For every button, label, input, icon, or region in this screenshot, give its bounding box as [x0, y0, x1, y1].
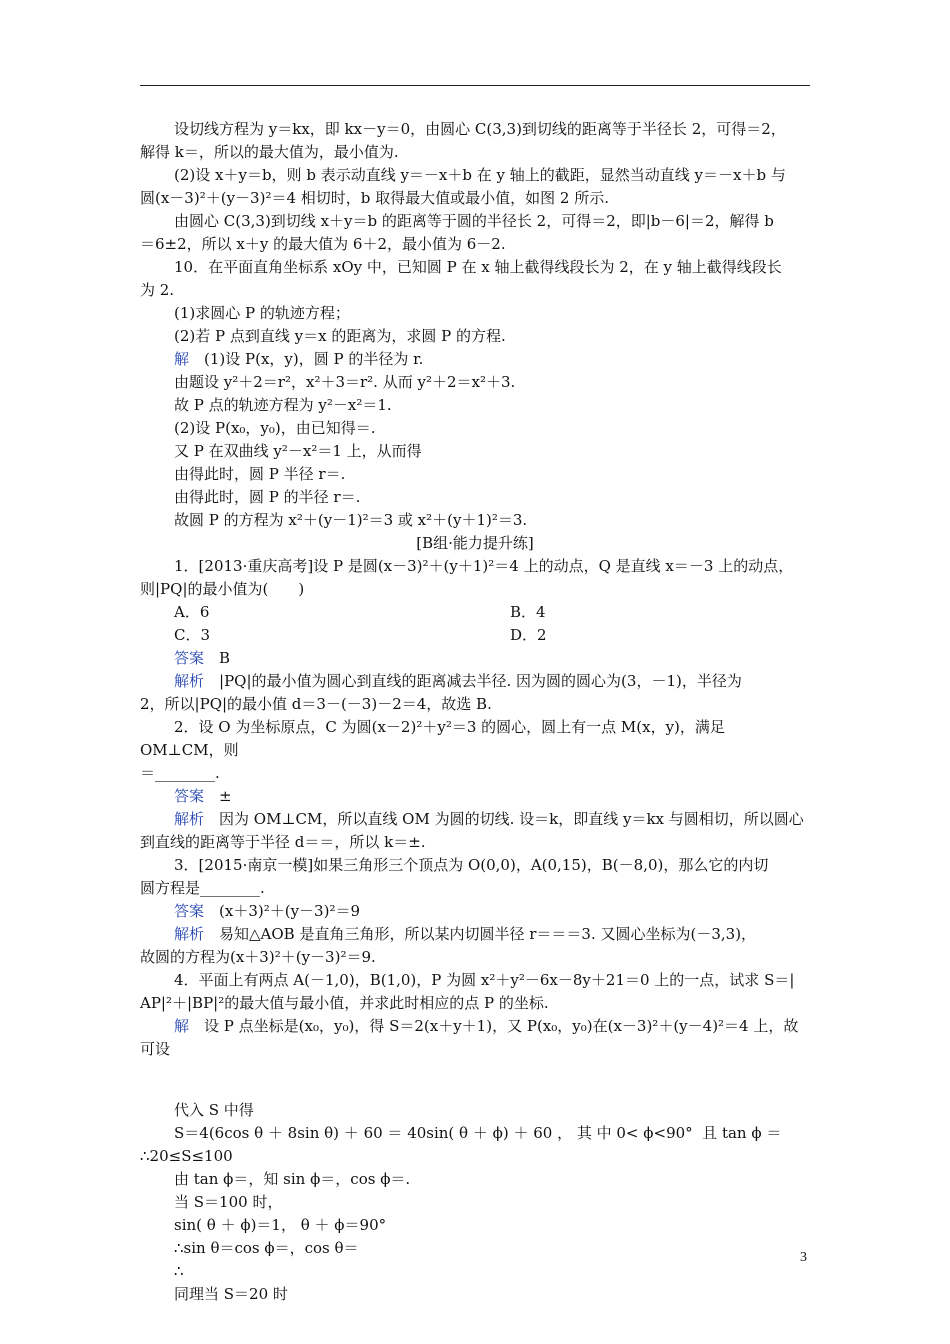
- page-content: [140, 118, 810, 1306]
- solution-line: 解 设 P 点坐标是(x₀，y₀)，得 S＝2(x＋y＋1)，又 P(x₀，y₀)在(x－3)²＋(y－4)²＝4 上，故: [174, 1017, 799, 1035]
- text-line: 由得此时，圆 P 半径 r＝.: [174, 465, 346, 483]
- text-line: 又 P 在双曲线 y²－x²＝1 上，从而得: [174, 442, 422, 460]
- question-3: 3．[2015·南京一模]如果三角形三个顶点为 O(0,0)，A(0,15)，B(－8,0)，那么它的内切: [174, 856, 769, 874]
- blank-gap: [140, 1061, 810, 1099]
- answer-line: 答案 (x＋3)²＋(y－3)²＝9: [174, 902, 361, 920]
- solution-line: 解 (1)设 P(x，y)，圆 P 的半径为 r.: [174, 350, 424, 368]
- text-line: ＝________.: [140, 764, 220, 782]
- option-c: C．3: [174, 626, 211, 644]
- header-rule: [140, 85, 810, 86]
- text-line: 同理当 S＝20 时: [174, 1285, 288, 1303]
- analysis-line: 解析 易知△AOB 是直角三角形，所以某内切圆半径 r＝＝＝3. 又圆心坐标为(－3,3)，: [174, 925, 757, 943]
- text-line: AP|²＋|BP|²的最大值与最小值，并求此时相应的点 P 的坐标.: [140, 994, 549, 1012]
- option-d: D．2: [510, 626, 547, 644]
- question-10: 10．在平面直角坐标系 xOy 中，已知圆 P 在 x 轴上截得线段长为 2，在 y 轴上截得线段长: [174, 258, 782, 276]
- answer-line: 答案 ±: [174, 787, 232, 805]
- text-line: (2)设 P(x₀，y₀)，由已知得＝.: [174, 419, 376, 437]
- text-line: (2)若 P 点到直线 y＝x 的距离为，求圆 P 的方程.: [174, 327, 506, 345]
- option-b: B．4: [510, 603, 546, 621]
- text-line: 圆方程是________.: [140, 879, 265, 897]
- option-row: [140, 624, 810, 647]
- text-line: 当 S＝100 时，: [174, 1193, 283, 1211]
- analysis-label: 解析: [174, 925, 205, 943]
- text-line: 解得 k＝，所以的最大值为，最小值为.: [140, 143, 399, 161]
- text-line: ∴: [174, 1262, 184, 1280]
- text-line: ＝6±2，所以 x＋y 的最大值为 6＋2，最小值为 6－2.: [140, 235, 506, 253]
- text-line: 由得此时，圆 P 的半径 r＝.: [174, 488, 361, 506]
- answer-label: 答案: [174, 649, 205, 667]
- section-title: [B组·能力提升练]: [416, 534, 534, 552]
- text-line: 圆(x－3)²＋(y－3)²＝4 相切时，b 取得最大值或最小值，如图 2 所示.: [140, 189, 609, 207]
- text-line: 设切线方程为 y＝kx，即 kx－y＝0，由圆心 C(3,3)到切线的距离等于半径长 2，可得＝2，: [174, 120, 786, 138]
- analysis-label: 解析: [174, 810, 205, 828]
- answer-line: 答案 B: [174, 649, 231, 667]
- question-2: 2．设 O 为坐标原点，C 为圆(x－2)²＋y²＝3 的圆心，圆上有一点 M(x，y)，满足 OM⊥CM，则: [140, 718, 730, 759]
- text-line: sin( θ ＋ ϕ)＝1， θ ＋ ϕ＝90°: [174, 1216, 387, 1234]
- answer-label: 答案: [174, 787, 205, 805]
- analysis-line: 解析 因为 OM⊥CM，所以直线 OM 为圆的切线. 设＝k，即直线 y＝kx 与圆相切，所以圆心: [174, 810, 804, 828]
- text-line: 故 P 点的轨迹方程为 y²－x²＝1.: [174, 396, 392, 414]
- text-line: (1)求圆心 P 的轨迹方程；: [174, 304, 350, 322]
- text-line: 由圆心 C(3,3)到切线 x＋y＝b 的距离等于圆的半径长 2，可得＝2，即|b－6|＝2，解得 b: [174, 212, 774, 230]
- text-line: 到直线的距离等于半径 d＝＝，所以 k＝±.: [140, 833, 426, 851]
- solution-label: 解: [174, 350, 190, 368]
- text-line: 可设: [140, 1040, 171, 1058]
- question-1: 1．[2013·重庆高考]设 P 是圆(x－3)²＋(y＋1)²＝4 上的动点，Q 是直线 x＝－3 上的动点，: [174, 557, 794, 575]
- text-line: ∴sin θ＝cos ϕ＝，cos θ＝: [174, 1239, 359, 1257]
- text-line: 代入 S 中得: [174, 1101, 254, 1119]
- text-line: 故圆的方程为(x＋3)²＋(y－3)²＝9.: [140, 948, 376, 966]
- text-line: 由题设 y²＋2＝r²，x²＋3＝r². 从而 y²＋2＝x²＋3.: [174, 373, 516, 391]
- text-line: ∴20≤S≤100: [140, 1147, 233, 1165]
- question-4: 4．平面上有两点 A(－1,0)，B(1,0)，P 为圆 x²＋y²－6x－8y＋21＝0 上的一点，试求 S＝|: [174, 971, 795, 989]
- option-row: [140, 601, 810, 624]
- text-line: 则|PQ|的最小值为( ): [140, 580, 305, 598]
- text-line: (2)设 x＋y＝b，则 b 表示动直线 y＝－x＋b 在 y 轴上的截距，显然当动直线 y＝－x＋b 与: [174, 166, 786, 184]
- text-line: 由 tan ϕ＝，知 sin ϕ＝，cos ϕ＝.: [174, 1170, 411, 1188]
- option-a: A．6: [174, 603, 210, 621]
- text-line: 故圆 P 的方程为 x²＋(y－1)²＝3 或 x²＋(y＋1)²＝3.: [174, 511, 528, 529]
- text-line: S＝4(6cos θ ＋ 8sin θ) ＋ 60 ＝ 40sin( θ ＋ ϕ) ＋ 60 ， 其 中 0< ϕ<90° 且 tan ϕ ＝: [174, 1124, 782, 1142]
- answer-label: 答案: [174, 902, 205, 920]
- text-line: 为 2.: [140, 281, 175, 299]
- text-line: 2，所以|PQ|的最小值 d＝3－(－3)－2＝4，故选 B.: [140, 695, 492, 713]
- solution-label: 解: [174, 1017, 190, 1035]
- analysis-line: 解析 |PQ|的最小值为圆心到直线的距离减去半径. 因为圆的圆心为(3，－1)，半径为: [174, 672, 742, 690]
- analysis-label: 解析: [174, 672, 205, 690]
- page-number: 3: [800, 1250, 807, 1265]
